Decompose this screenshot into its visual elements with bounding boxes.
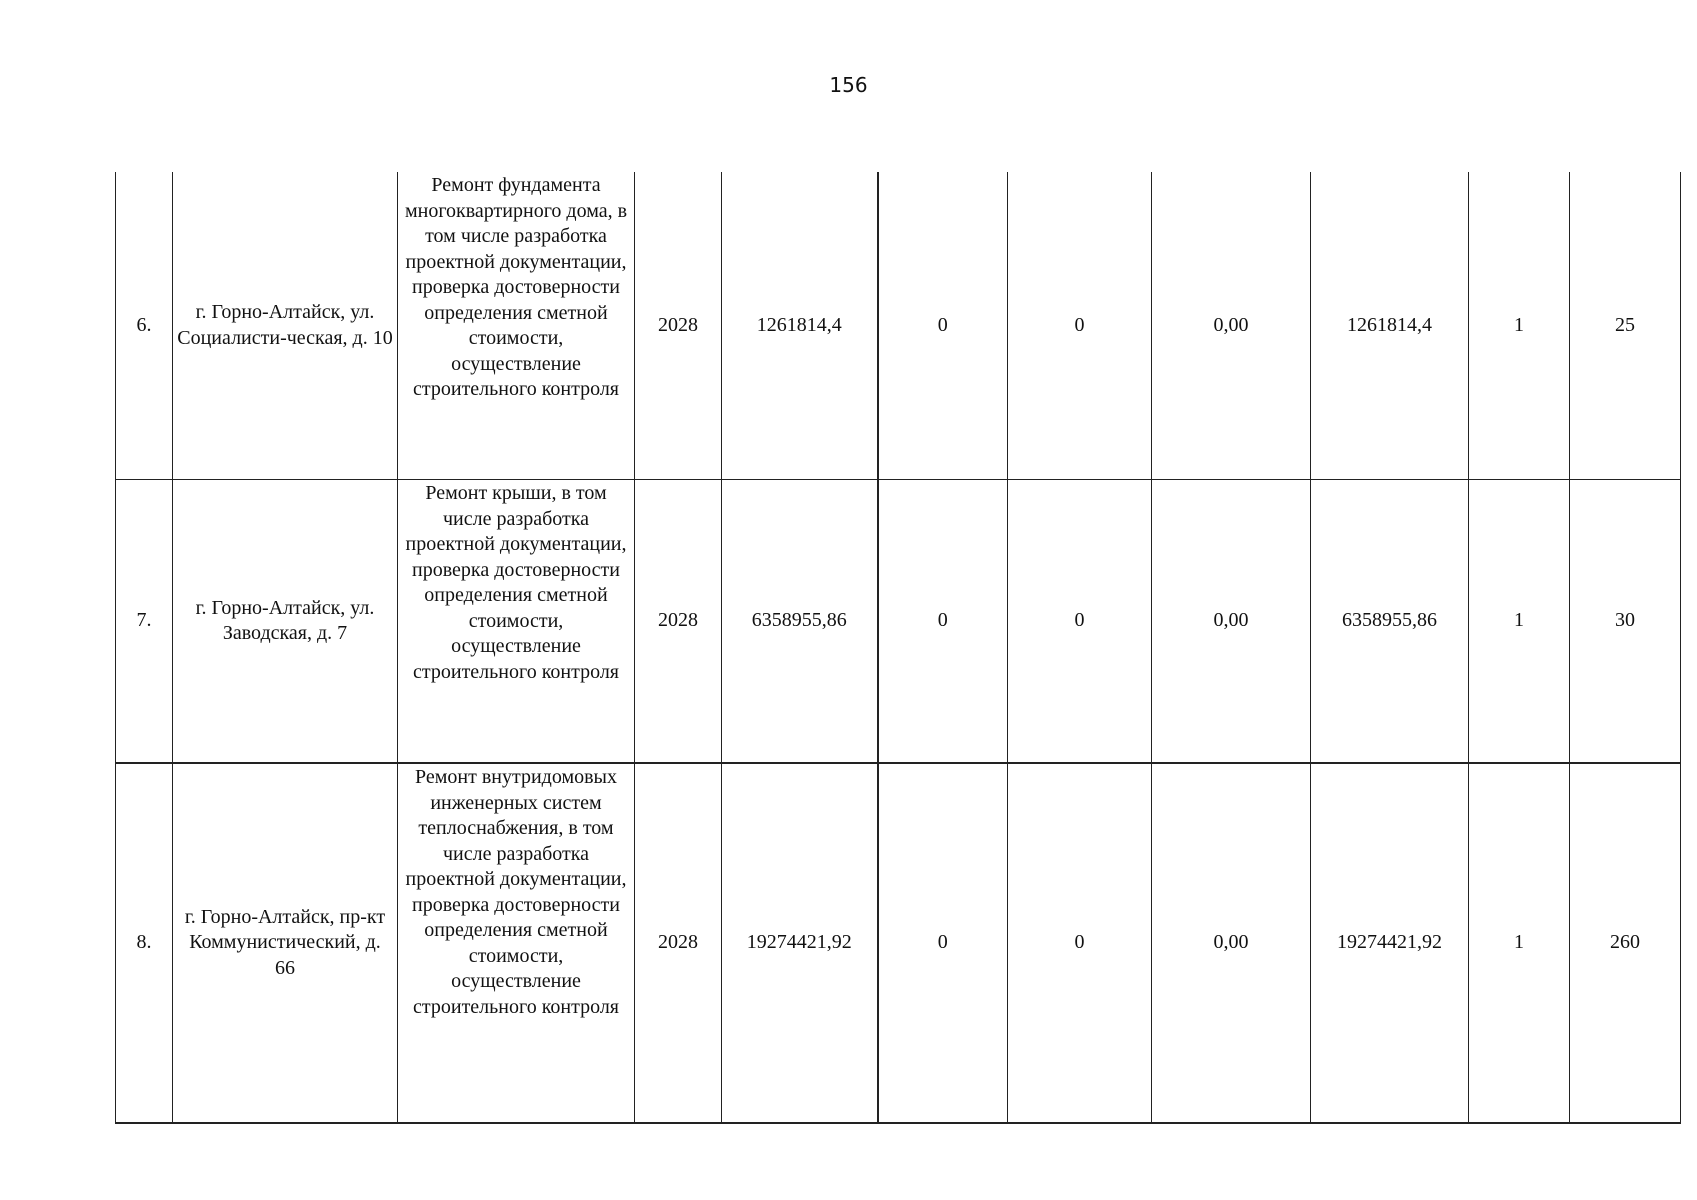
value-cell: 1 <box>1469 763 1570 1123</box>
value-cell: 0,00 <box>1152 763 1311 1123</box>
value-cell: 6358955,86 <box>1311 480 1469 764</box>
row-number: 6. <box>116 172 173 480</box>
page-number: 156 <box>829 73 868 97</box>
value-cell: 0 <box>878 480 1008 764</box>
value-cell: 0 <box>1008 763 1152 1123</box>
repair-plan-table <box>115 172 1681 1124</box>
value-cell: 0 <box>1008 480 1152 764</box>
value-cell: 0,00 <box>1152 172 1311 480</box>
table-row <box>116 763 1681 1123</box>
value-cell: 1 <box>1469 172 1570 480</box>
value-cell: 260 <box>1570 763 1681 1123</box>
value-cell: 0 <box>878 763 1008 1123</box>
year-cell: 2028 <box>635 172 722 480</box>
total-cost-cell: 1261814,4 <box>722 172 878 480</box>
address-cell: г. Горно-Алтайск, ул. Социалисти-ческая, д. 10 <box>173 172 398 480</box>
work-type-cell: Ремонт внутридомовых инженерных систем теплоснабжения, в том числе разработка проектной документации, проверка достоверности определения сметной стоимости, осуществление строительного контроля <box>398 763 635 1123</box>
value-cell: 0 <box>878 172 1008 480</box>
year-cell: 2028 <box>635 480 722 764</box>
work-type-cell: Ремонт фундамента многоквартирного дома, в том числе разработка проектной документации, проверка достоверности определения сметной стоимости, осуществление строительного контроля <box>398 172 635 480</box>
address-cell: г. Горно-Алтайск, пр-кт Коммунистический, д. 66 <box>173 763 398 1123</box>
value-cell: 1 <box>1469 480 1570 764</box>
row-number: 7. <box>116 480 173 764</box>
total-cost-cell: 19274421,92 <box>722 763 878 1123</box>
row-number: 8. <box>116 763 173 1123</box>
value-cell: 1261814,4 <box>1311 172 1469 480</box>
value-cell: 0,00 <box>1152 480 1311 764</box>
value-cell: 19274421,92 <box>1311 763 1469 1123</box>
work-type-cell: Ремонт крыши, в том числе разработка проектной документации, проверка достоверности определения сметной стоимости, осуществление строительного контроля <box>398 480 635 764</box>
table-row <box>116 480 1681 764</box>
year-cell: 2028 <box>635 763 722 1123</box>
address-cell: г. Горно-Алтайск, ул. Заводская, д. 7 <box>173 480 398 764</box>
value-cell: 25 <box>1570 172 1681 480</box>
value-cell: 30 <box>1570 480 1681 764</box>
value-cell: 0 <box>1008 172 1152 480</box>
total-cost-cell: 6358955,86 <box>722 480 878 764</box>
table-row <box>116 172 1681 480</box>
